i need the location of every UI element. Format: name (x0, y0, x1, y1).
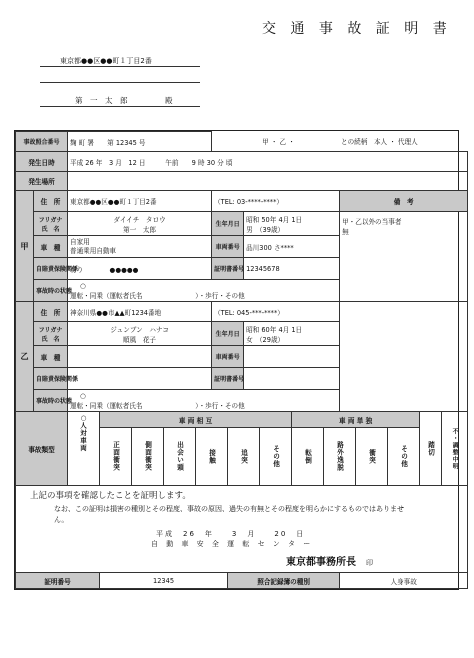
mutual-type-1: 側面衝突 (132, 428, 164, 486)
party-a-address-label: 住 所 (34, 191, 68, 212)
recipient-address: 東京都●●区●●町１丁目2番 (40, 56, 200, 67)
party-b-insurance (68, 368, 212, 390)
party-a-vehicle: 自家用 普通乗用自動車 (68, 236, 212, 258)
datetime-label: 発生日時 (16, 152, 68, 172)
footer-cert-value: 12345 (100, 573, 228, 589)
party-b-name: ジュンブン ハナコ 順風 花子 (68, 322, 212, 346)
party-b-cert-no (244, 368, 340, 390)
party-b-insurance-label: 自賠責保険関係 (34, 368, 68, 390)
party-b-birth-label: 生年月日 (212, 322, 244, 346)
recipient-name: 第 一 太 郎 (75, 96, 128, 105)
remarks-text: 甲・乙以外の当事者 無 (340, 212, 468, 302)
party-b-birth: 昭和 60年 4月 1日 女 （29歳） (244, 322, 340, 346)
single-type-0: 転倒 (292, 428, 324, 486)
recipient-name-line (40, 95, 200, 107)
document-title: 交 通 事 故 証 明 書 (262, 21, 452, 37)
person-vehicle-cell (68, 412, 100, 486)
party-a-insurance: 有り ●●●●● (68, 258, 212, 280)
certificate-table (14, 130, 459, 590)
place-label: 発生場所 (16, 172, 68, 191)
party-b-name-label: フリガナ 氏 名 (34, 322, 68, 346)
party-a-cert-no: 12345678 (244, 258, 340, 280)
footer-type-value: 人身事故 (340, 573, 468, 589)
unknown-cell: 不・調整中明 (442, 412, 468, 486)
party-a-vehicle-label: 車 種 (34, 236, 68, 258)
recipient-address-line-2 (40, 82, 200, 83)
party-a-name: ダイイチ タロウ 第一 太郎 (68, 212, 212, 236)
party-b-tel: （TEL: 045-***-****） (212, 302, 340, 322)
ref-label: 事故照合番号 (16, 132, 68, 152)
place-value (68, 172, 468, 191)
party-a-plate: 品川300 さ**** (244, 236, 340, 258)
mutual-type-0: 正面衝突 (100, 428, 132, 486)
mutual-group-label: 車 両 相 互 (100, 412, 292, 428)
party-b-vehicle-label: 車 種 (34, 346, 68, 368)
party-a-name-label: フリガナ 氏 名 (34, 212, 68, 236)
party-b-address-label: 住 所 (34, 302, 68, 322)
party-b-vehicle (68, 346, 212, 368)
railway-cell: 踏切 (420, 412, 442, 486)
party-a-birth-label: 生年月日 (212, 212, 244, 236)
statement-org: 自 動 車 安 全 運 転 セ ン タ ー (151, 540, 314, 548)
party-b-plate (244, 346, 340, 368)
mutual-type-3: 接触 (196, 428, 228, 486)
party-b-address: 神奈川県●●市▲▲町1234番地 (68, 302, 212, 322)
party-b-cert-label: 証明書番号 (212, 368, 244, 390)
accident-type-label: 事故類型 (16, 412, 68, 486)
footer-type-label: 照合記録簿の種別 (228, 573, 340, 589)
ref-value: 麹 町 署 第 12345 号 (68, 132, 212, 152)
party-a-address: 東京都●●区●●町１丁目2番 (68, 191, 212, 212)
party-a-status: ○ 運転・同乗（運転者氏名 ）・歩行・その他 (68, 280, 340, 302)
person-vehicle-label: 人対車両 (79, 422, 87, 452)
party-a-cert-label: 証明書番号 (212, 258, 244, 280)
mutual-type-4: 追突 (228, 428, 260, 486)
party-b-status-label: 事故時の状態 (34, 390, 68, 412)
party-b-plate-label: 車両番号 (212, 346, 244, 368)
relation-text: 甲 ・ 乙 ・ との続柄 本人 ・ 代理人 (212, 132, 468, 152)
party-a-status-label: 事故時の状態 (34, 280, 68, 302)
party-a-mark: 甲 (16, 191, 34, 302)
statement-block (16, 486, 468, 573)
single-type-2: 衝突 (356, 428, 388, 486)
stamp-mark: 印 (366, 559, 373, 567)
party-b-mark: 乙 (16, 302, 34, 412)
remarks-label: 備 考 (340, 191, 468, 212)
party-a-birth: 昭和 50年 4月 1日 男 （39歳） (244, 212, 340, 236)
single-group-label: 車 両 単 独 (292, 412, 420, 428)
statement-note: なお、この証明は損害の種別とその程度、事故の原因、過失の有無とその程度を明らかにするものではありません。 (54, 505, 404, 524)
single-type-1: 路外逸脱 (324, 428, 356, 486)
person-vehicle-circle: ○ (80, 414, 87, 422)
mutual-type-5: その他 (260, 428, 292, 486)
party-a-tel: （TEL: 03-****-****） (212, 191, 340, 212)
statement-date: 平成 26 年 3 月 20 日 (156, 530, 306, 538)
datetime-value: 平成 26 年 3 月 12 日 午前 9 時 30 分 頃 (68, 152, 468, 172)
party-a-plate-label: 車両番号 (212, 236, 244, 258)
party-a-insurance-label: 自賠責保険関係 (34, 258, 68, 280)
statement-signer: 東京都事務所長 印 (286, 557, 373, 568)
recipient-honorific: 殿 (165, 96, 173, 105)
statement-main: 上記の事項を確認したことを証明します。 (30, 491, 191, 501)
party-b-status: ○ 運転・同乗（運転者氏名 ）・歩行・その他 (68, 390, 340, 412)
party-b-remarks (340, 302, 468, 412)
footer-cert-label: 証明番号 (16, 573, 100, 589)
mutual-type-2: 出会い頭 (164, 428, 196, 486)
single-type-3: その他 (388, 428, 420, 486)
